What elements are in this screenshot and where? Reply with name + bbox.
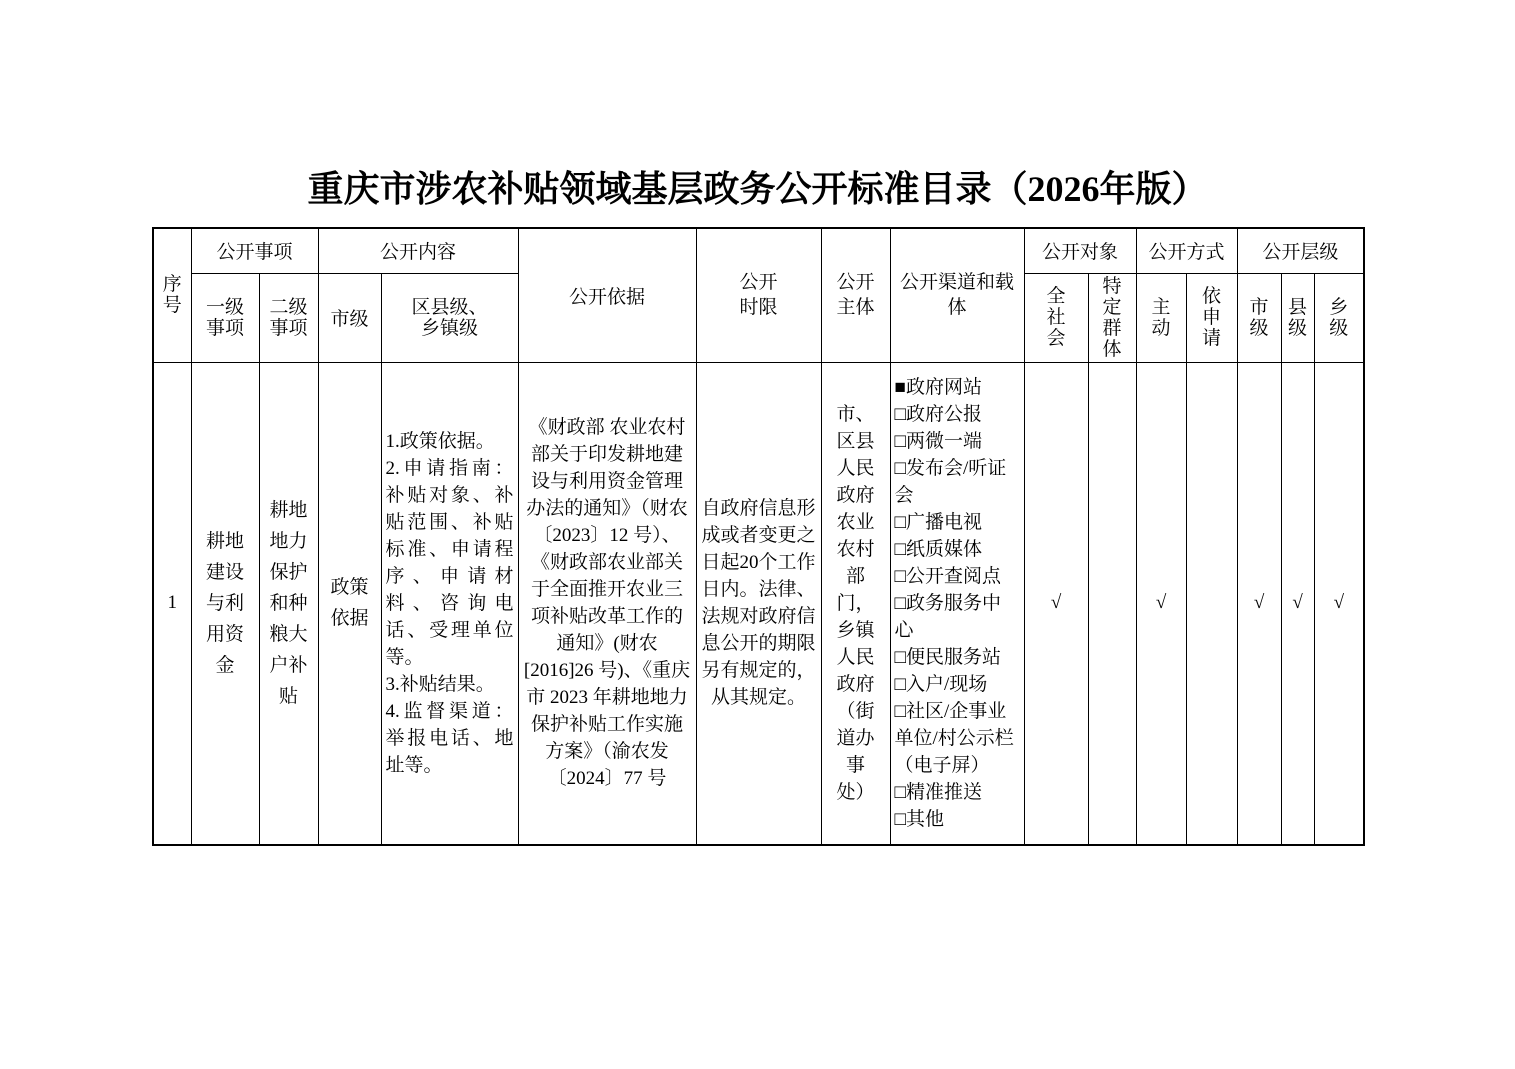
cell-mark-level-township: √ [1314,362,1364,845]
header-method-active: 主动 [1136,273,1186,362]
cell-channels [890,362,1024,845]
header-item-group: 公开事项 [191,228,318,273]
page-title: 重庆市涉农补贴领域基层政务公开标准目录（2026年版） [307,169,1208,209]
county-content-item: 3.补贴结果。 [385,673,495,695]
header-channels: 公开渠道和载体 [890,228,1024,362]
channel-item: □两微一端 [894,430,983,452]
header-audience-group: 公开对象 [1024,228,1136,273]
header-method-group: 公开方式 [1136,228,1237,273]
header-method-request: 依申请 [1186,273,1237,362]
header-level-township: 乡级 [1314,273,1364,362]
county-content-item: 1.政策依据。 [385,430,495,452]
header-content-city: 市级 [318,273,381,362]
header-level-county: 县级 [1281,273,1314,362]
header-item-l1: 一级事项 [191,273,259,362]
channel-item-checked: ■政府网站 [894,376,983,398]
cell-item-l2: 耕地地力保护和种粮大户补贴 [259,362,318,845]
header-audience-specific: 特定群体 [1088,273,1136,362]
header-content-group: 公开内容 [318,228,518,273]
table-row [153,362,1364,845]
channel-list [895,374,1020,833]
channel-item: □入户/现场 [894,673,988,695]
cell-mark-audience-all: √ [1024,362,1088,845]
standards-table [152,227,1365,846]
header-subject: 公开主体 [821,228,890,362]
channel-item: □公开查阅点 [894,565,1002,587]
county-content-list [386,428,514,779]
cell-seq: 1 [153,362,191,845]
channel-item: □发布会/听证会 [894,457,1007,506]
cell-mark-level-city: √ [1237,362,1281,845]
header-item-l2: 二级事项 [259,273,318,362]
header-time-limit: 公开时限 [696,228,821,362]
county-content-item: 2.申请指南：补贴对象、补贴范围、补贴标准、申请程序、申请材料、咨询电话、受理单位等。 [385,457,514,668]
cell-mark-level-county: √ [1281,362,1314,845]
channel-item: □其他 [894,808,945,830]
channel-item: □社区/企事业单位/村公示栏（电子屏） [894,700,1014,776]
channel-item: □便民服务站 [894,646,1002,668]
cell-item-l1: 耕地建设与利用资金 [191,362,259,845]
cell-time-limit: 自政府信息形成或者变更之日起20个工作日内。法律、法规对政府信息公开的期限另有规定的，从其规定。 [696,362,821,845]
cell-mark-method-request [1186,362,1237,845]
county-content-item: 4.监督渠道：举报电话、地址等。 [385,700,514,776]
channel-item: □精准推送 [894,781,983,803]
header-seq: 序号 [153,228,191,362]
cell-mark-method-active: √ [1136,362,1186,845]
cell-subject: 市、区县人民政府农业农村部门，乡镇人民政府（街道办事处） [821,362,890,845]
channel-item: □纸质媒体 [894,538,983,560]
header-level-group: 公开层级 [1237,228,1364,273]
channel-item: □政府公报 [894,403,983,425]
cell-basis: 《财政部 农业农村部关于印发耕地建设与利用资金管理办法的通知》（财农〔2023〕12 号）、《财政部农业部关于全面推开农业三项补贴改革工作的通知》(财农[2016]26 号)、《重庆市 2023 年耕地地力保护补贴工作实施方案》（渝农发〔2024〕77 号 [518,362,696,845]
header-level-city: 市级 [1237,273,1281,362]
header-audience-all: 全社会 [1024,273,1088,362]
channel-item: □广播电视 [894,511,983,533]
header-basis: 公开依据 [518,228,696,362]
header-row-1 [153,228,1364,273]
channel-item: □政务服务中心 [894,592,1002,641]
header-content-county: 区县级、乡镇级 [381,273,518,362]
cell-content-city: 政策依据 [318,362,381,845]
cell-content-county [381,362,518,845]
cell-mark-audience-specific [1088,362,1136,845]
